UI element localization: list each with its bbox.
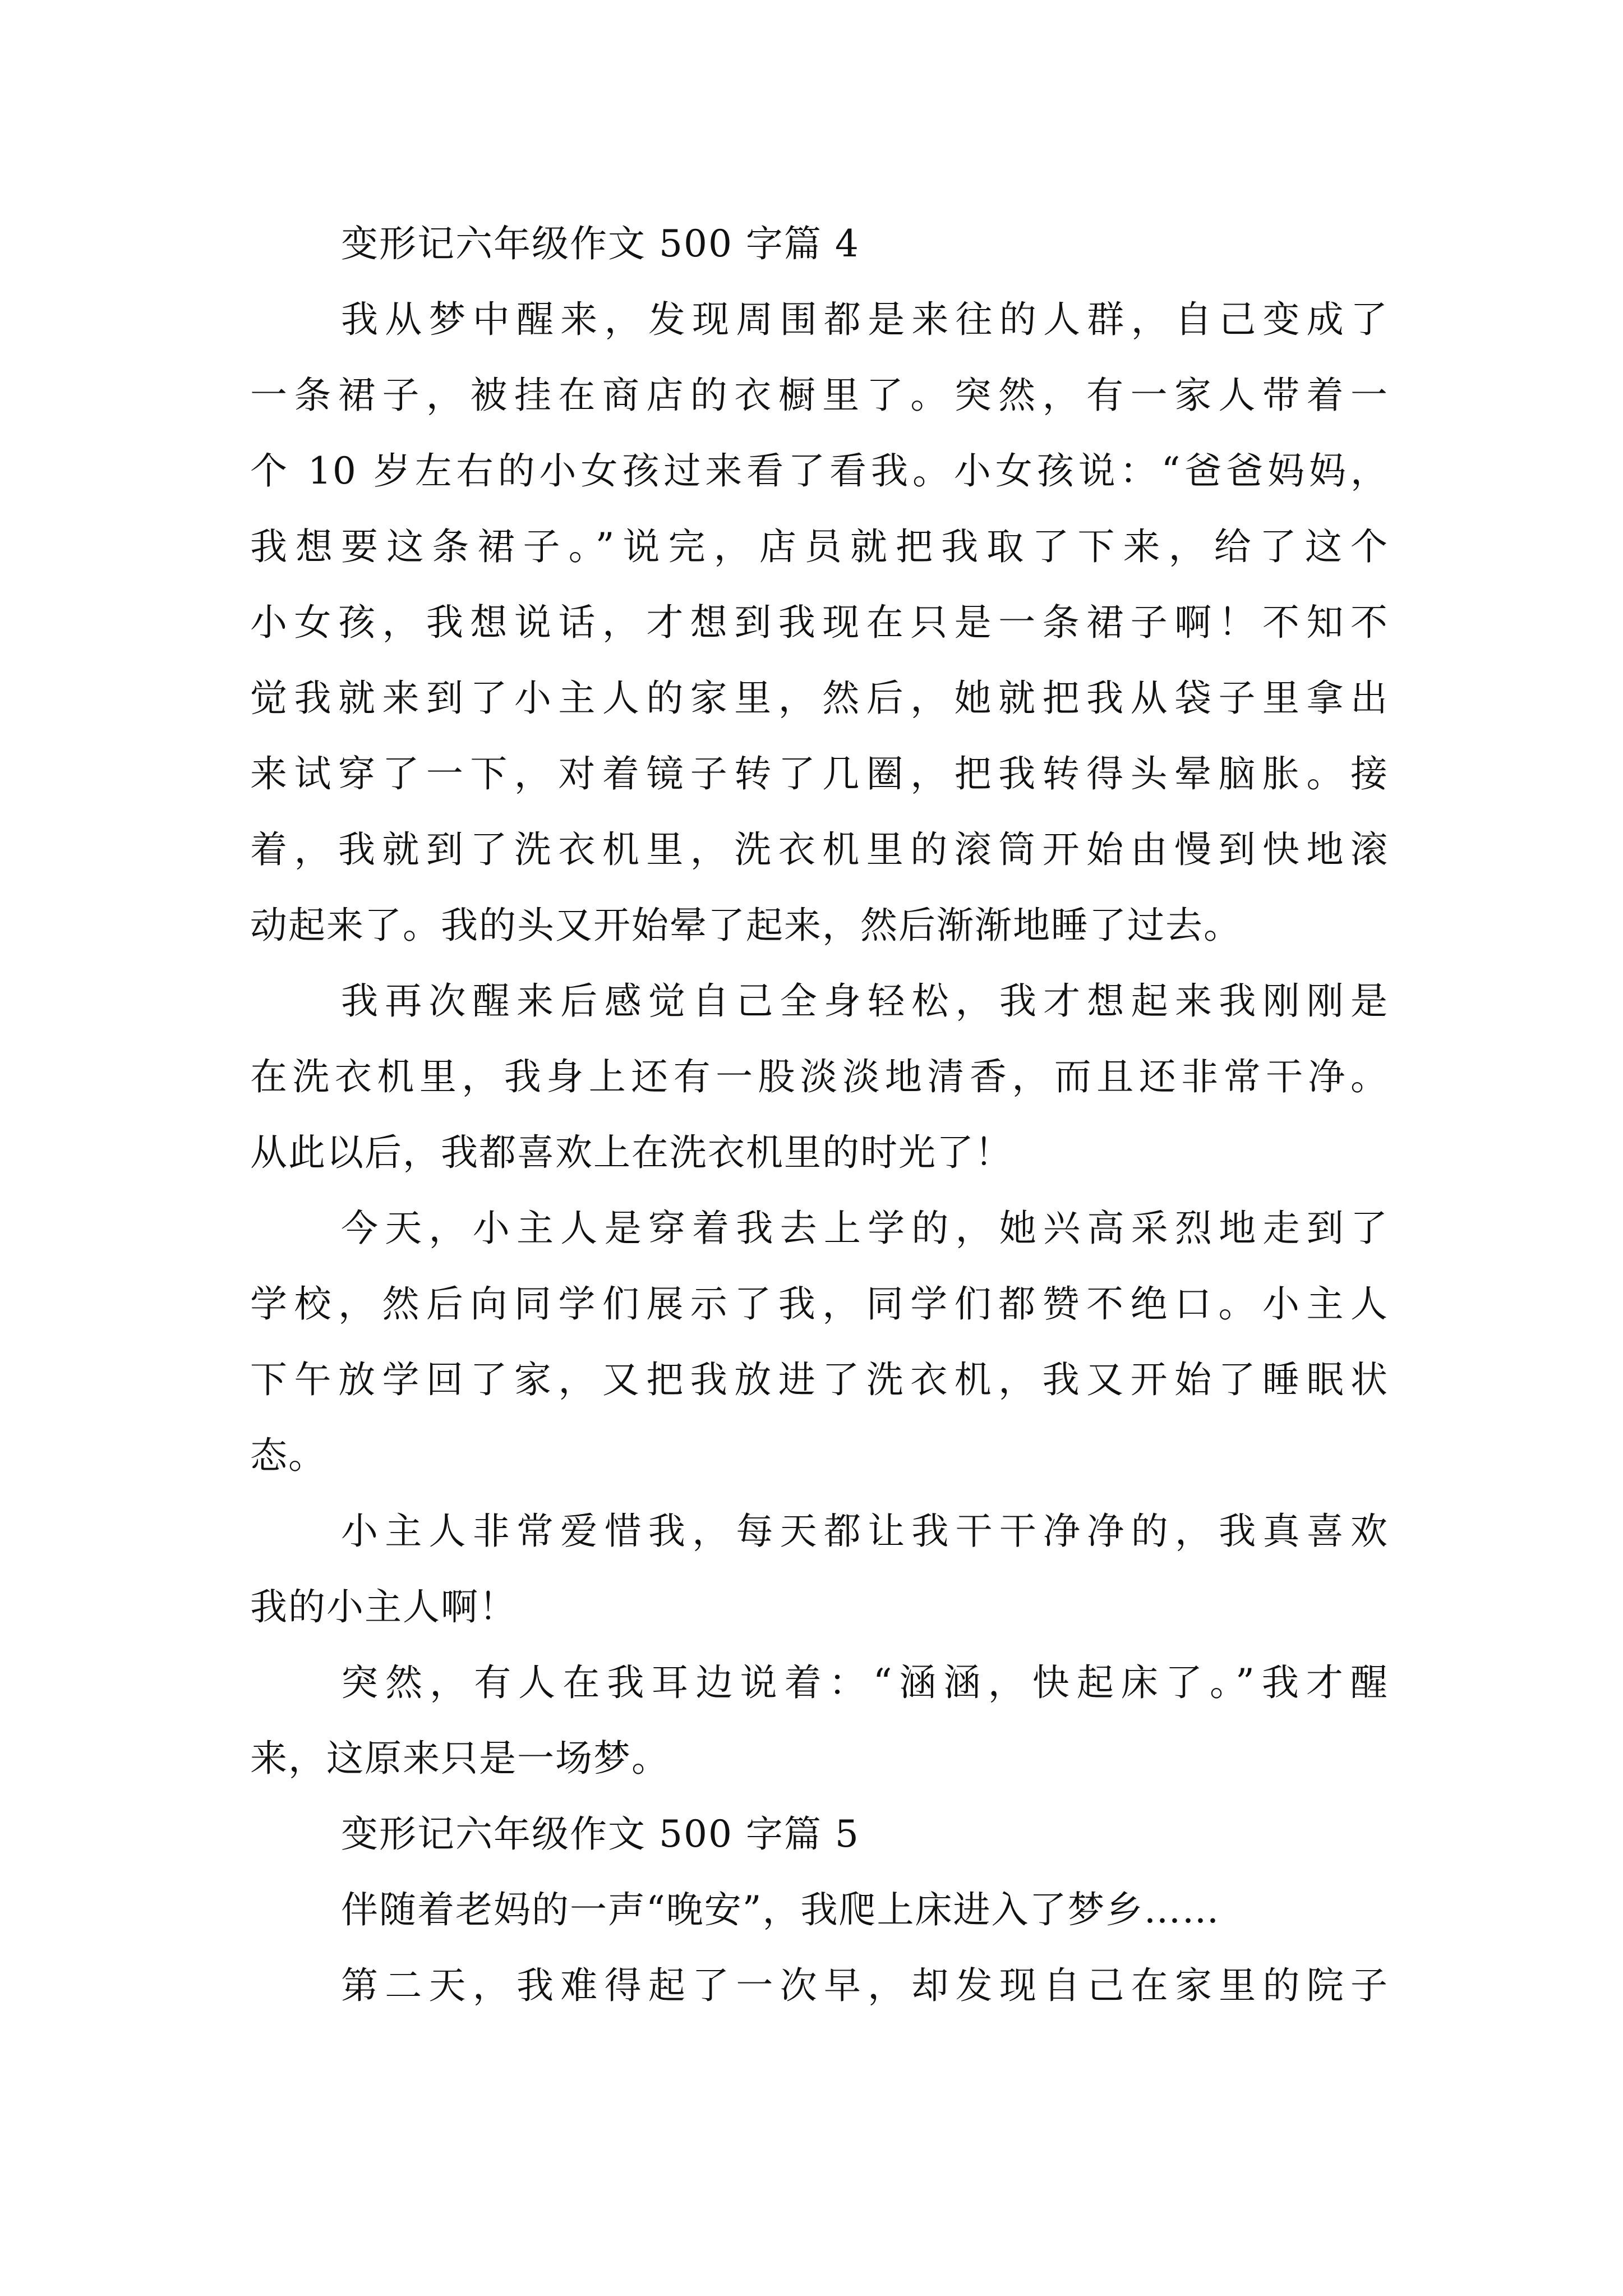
paragraph-line: 个 10 岁左右的小女孩过来看了看我。小女孩说：“爸爸妈妈， [250, 449, 1389, 493]
paragraph-line: 着，我就到了洗衣机里，洗衣机里的滚筒开始由慢到快地滚 [250, 828, 1389, 871]
paragraph-line: 我再次醒来后感觉自己全身轻松，我才想起来我刚刚是 [341, 979, 1389, 1023]
paragraph-line: 我的小主人啊！ [250, 1585, 517, 1628]
section-heading-5: 变形记六年级作文 500 字篇 5 [341, 1812, 860, 1856]
paragraph-line: 我从梦中醒来，发现周围都是来往的人群，自己变成了 [341, 298, 1389, 341]
paragraph-line: 突然，有人在我耳边说着：“涵涵，快起床了。”我才醒 [341, 1661, 1389, 1704]
paragraph-line: 今天，小主人是穿着我去上学的，她兴高采烈地走到了 [341, 1207, 1389, 1250]
paragraph-line: 第二天，我难得起了一次早，却发现自己在家里的院子 [341, 1964, 1389, 2007]
section-heading-4: 变形记六年级作文 500 字篇 4 [341, 222, 860, 265]
paragraph-line: 一条裙子，被挂在商店的衣橱里了。突然，有一家人带着一 [250, 374, 1389, 417]
paragraph-line: 小主人非常爱惜我，每天都让我干干净净的，我真喜欢 [341, 1510, 1389, 1553]
paragraph-line: 在洗衣机里，我身上还有一股淡淡地清香，而且还非常干净。 [250, 1055, 1389, 1098]
paragraph-line: 来试穿了一下，对着镜子转了几圈，把我转得头晕脑胀。接 [250, 752, 1389, 795]
paragraph-line: 我想要这条裙子。”说完，店员就把我取了下来，给了这个 [250, 525, 1389, 568]
paragraph-line: 小女孩，我想说话，才想到我现在只是一条裙子啊！不知不 [250, 601, 1389, 644]
paragraph-line: 来，这原来只是一场梦。 [250, 1737, 670, 1780]
paragraph-line: 态。 [250, 1434, 326, 1477]
paragraph-line: 觉我就来到了小主人的家里，然后，她就把我从袋子里拿出 [250, 677, 1389, 720]
paragraph-line: 从此以后，我都喜欢上在洗衣机里的时光了！ [250, 1131, 1013, 1174]
paragraph-line: 伴随着老妈的一声“晚安”，我爬上床进入了梦乡…… [341, 1888, 1220, 1931]
paragraph-line: 学校，然后向同学们展示了我，同学们都赞不绝口。小主人 [250, 1282, 1389, 1326]
paragraph-line: 动起来了。我的头又开始晕了起来，然后渐渐地睡了过去。 [250, 904, 1242, 947]
paragraph-line: 下午放学回了家，又把我放进了洗衣机，我又开始了睡眠状 [250, 1358, 1389, 1401]
